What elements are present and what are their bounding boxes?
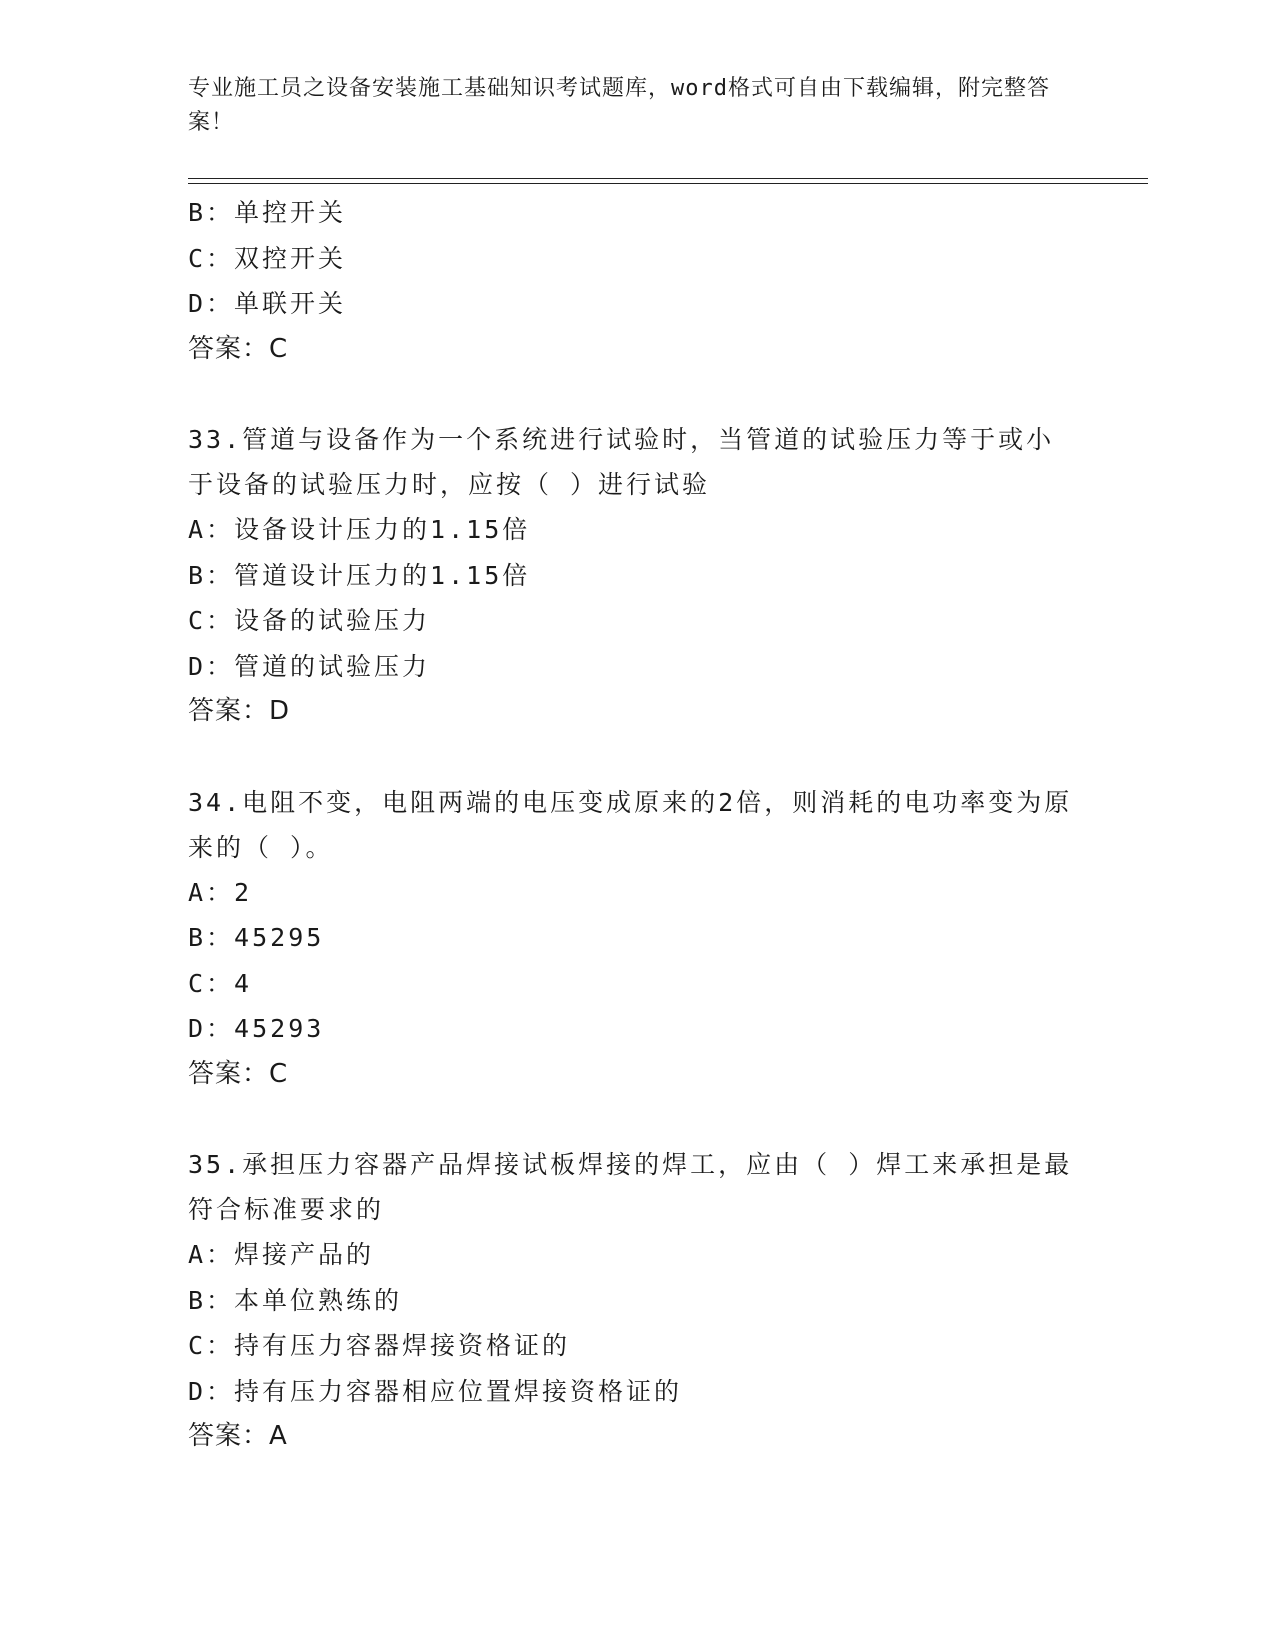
question-list <box>188 190 1088 1460</box>
question-33 <box>188 417 1088 735</box>
spacer <box>188 372 1088 417</box>
option-b: B：45295 <box>188 923 325 952</box>
header-divider-bottom <box>188 183 1148 184</box>
option-c: C：设备的试验压力 <box>188 606 431 635</box>
option-d: D：单联开关 <box>188 289 347 318</box>
answer-line: 答案：D <box>188 696 291 726</box>
question-text: 35.承担压力容器产品焊接试板焊接的焊工，应由（ ）焊工来承担是最符合标准要求的 <box>188 1150 1073 1224</box>
question-34 <box>188 780 1088 1098</box>
option-b: B：单控开关 <box>188 198 347 227</box>
header-divider-top <box>188 178 1148 179</box>
option-d: D：持有压力容器相应位置焊接资格证的 <box>188 1376 683 1406</box>
spacer <box>188 1097 1088 1142</box>
question-text: 34.电阻不变，电阻两端的电压变成原来的2倍，则消耗的电功率变为原来的（ ）。 <box>188 787 1073 862</box>
answer-line: 答案：A <box>188 1421 288 1451</box>
document-header: 专业施工员之设备安装施工基础知识考试题库，word格式可自由下载编辑，附完整答案！ <box>188 76 1050 135</box>
question-32-partial <box>188 190 1088 372</box>
option-a: A：2 <box>188 877 253 907</box>
answer-line: 答案：C <box>188 333 289 364</box>
answer-line: 答案：C <box>188 1058 289 1089</box>
option-b: B：管道设计压力的1.15倍 <box>188 560 531 590</box>
option-c: C：持有压力容器焊接资格证的 <box>188 1331 571 1360</box>
question-text: 33.管道与设备作为一个系统进行试验时，当管道的试验压力等于或小于设备的试验压力时，应按（ ）进行试验 <box>188 425 1055 499</box>
option-a: A：焊接产品的 <box>188 1240 375 1269</box>
option-a: A：设备设计压力的1.15倍 <box>188 515 531 544</box>
option-b: B：本单位熟练的 <box>188 1285 403 1315</box>
option-d: D：管道的试验压力 <box>188 651 431 681</box>
spacer <box>188 735 1088 780</box>
question-35 <box>188 1142 1088 1460</box>
option-c: C：4 <box>188 968 253 998</box>
option-c: C：双控开关 <box>188 243 347 273</box>
option-d: D：45293 <box>188 1014 325 1043</box>
